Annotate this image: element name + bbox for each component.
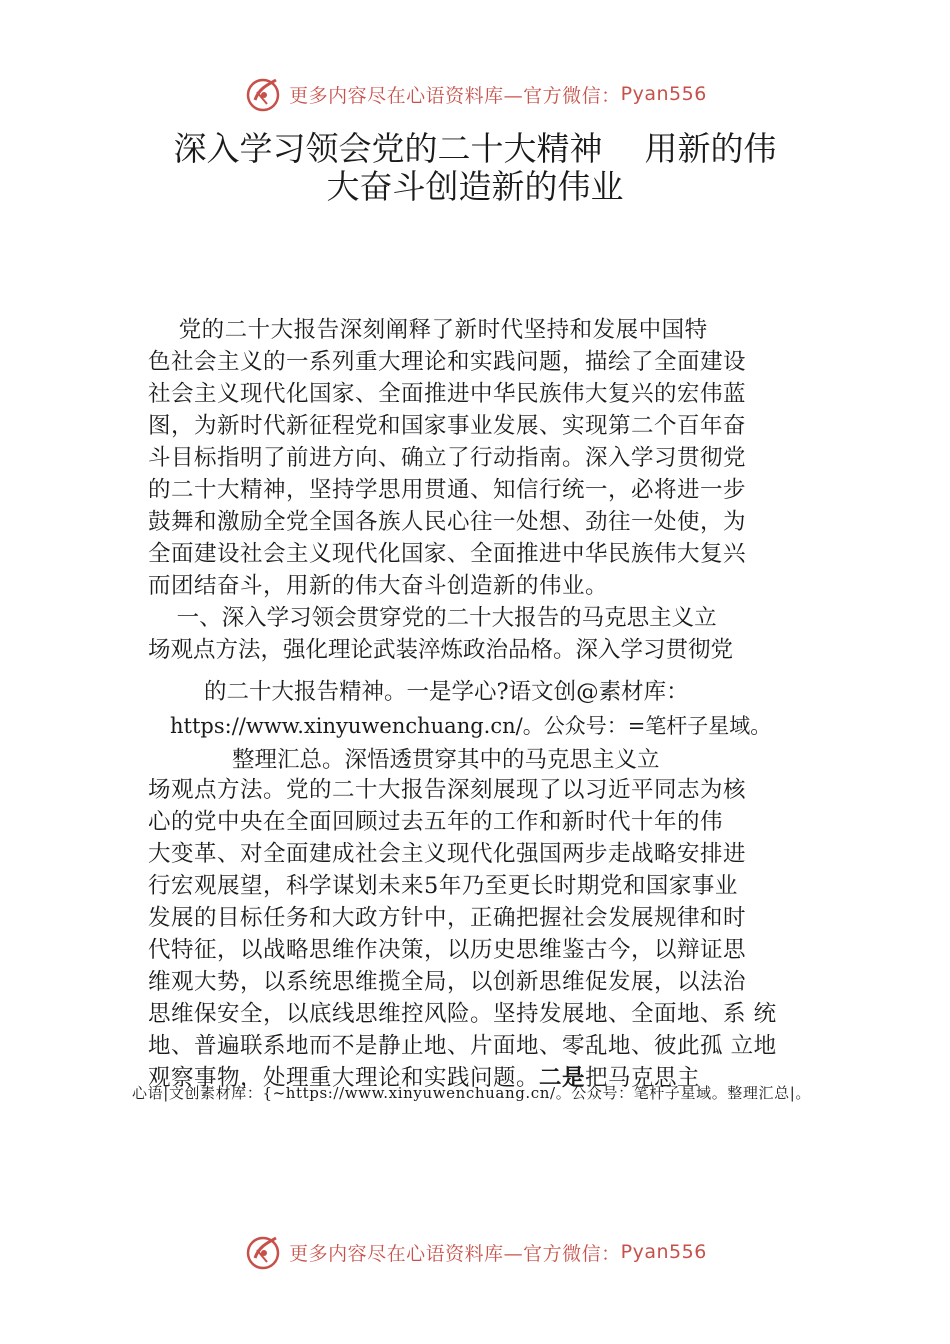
xinyu-logo-icon — [243, 1232, 283, 1272]
text-line: 场观点方法，强化理论武装淬炼政治品格。深入学习贯彻党 — [148, 637, 734, 663]
text-line: 心的党中央在全面回顾过去五年的工作和新时代十年的伟 — [148, 809, 724, 835]
text-line: 社会主义现代化国家、全面推进中华民族伟大复兴的宏伟蓝 — [148, 381, 747, 407]
text-line: 而团结奋斗，用新的伟大奋斗创造新的伟业。 — [148, 573, 609, 599]
text-segment: 把马克思主 — [585, 1065, 701, 1091]
banner-text: 更多内容尽在心语资料库—官方微信： — [289, 84, 621, 107]
text-line: 党的二十大报告深刻阐释了新时代坚持和发展中国特 — [148, 317, 708, 343]
document-title — [120, 130, 830, 206]
xinyu-logo-icon — [243, 74, 283, 114]
text-line: 的二十大报告精神。一是学心?语文创@素材库： — [204, 679, 689, 705]
text-line: 思维保安全，以底线思维控风险。坚持发展地、全面地、系 统 — [148, 1001, 777, 1027]
text-line: 图，为新时代新征程党和国家事业发展、实现第二个百年奋 — [148, 413, 747, 439]
inline-source-notice: 心语|文创素材库：{~https://www.xinyuwenchuang.cn/。公众号：笔杆子星域。整理汇总|。 — [132, 1084, 811, 1102]
text-line: 行宏观展望，科学谋划未来5年乃至更长时期党和国家事业 — [148, 873, 738, 899]
text-segment-bold: 二是 — [539, 1065, 586, 1091]
bottom-banner — [0, 1230, 950, 1274]
text-line: 维观大势，以系统思维揽全局，以创新思维促发展，以法治 — [148, 969, 747, 995]
banner-text: 更多内容尽在心语资料库—官方微信： — [289, 1242, 621, 1265]
paragraph-3 — [148, 774, 808, 1094]
banner-wechat-id: Pyan556 — [620, 1241, 707, 1263]
text-line: 全面建设社会主义现代化国家、全面推进中华民族伟大复兴 — [148, 541, 747, 567]
inserted-notice — [160, 676, 810, 778]
text-line: 一、深入学习领会贯穿党的二十大报告的马克思主义立 — [148, 605, 717, 631]
paragraph-1 — [148, 314, 808, 602]
text-line: 鼓舞和激励全党全国各族人民心往一处想、劲往一处使，为 — [148, 509, 747, 535]
banner-wechat-id: Pyan556 — [620, 83, 707, 105]
title-line-2: 大奋斗创造新的伟业 — [326, 167, 624, 206]
text-line: 斗目标指明了前进方向、确立了行动指南。深入学习贯彻党 — [148, 445, 747, 471]
text-line: 色社会主义的一系列重大理论和实践问题，描绘了全面建设 — [148, 349, 747, 375]
text-segment: 观察事物，处理重大理论和实践问题。 — [148, 1065, 540, 1091]
text-line: 的二十大精神，坚持学思用贯通、知信行统一，必将进一步 — [148, 477, 747, 503]
text-line: 场观点方法。党的二十大报告深刻展现了以习近平同志为核 — [148, 777, 747, 803]
paragraph-2 — [148, 602, 808, 666]
title-line-1: 深入学习领会党的二十大精神 用新的伟 — [173, 129, 777, 168]
text-line: https://www.xinyuwenchuang.cn/。公众号：=笔杆子星域。 — [170, 714, 772, 738]
text-line: 地、普遍联系地而不是静止地、片面地、零乱地、彼此孤 立地 — [148, 1033, 777, 1059]
text-line: 整理汇总。深悟透贯穿其中的马克思主义立 — [232, 747, 660, 773]
text-line: 大变革、对全面建成社会主义现代化强国两步走战略安排进 — [148, 841, 747, 867]
text-line: 发展的目标任务和大政方针中，正确把握社会发展规律和时 — [148, 905, 747, 931]
text-line: 代特征，以战略思维作决策，以历史思维鉴古今，以辩证思 — [148, 937, 747, 963]
top-banner — [0, 72, 950, 116]
